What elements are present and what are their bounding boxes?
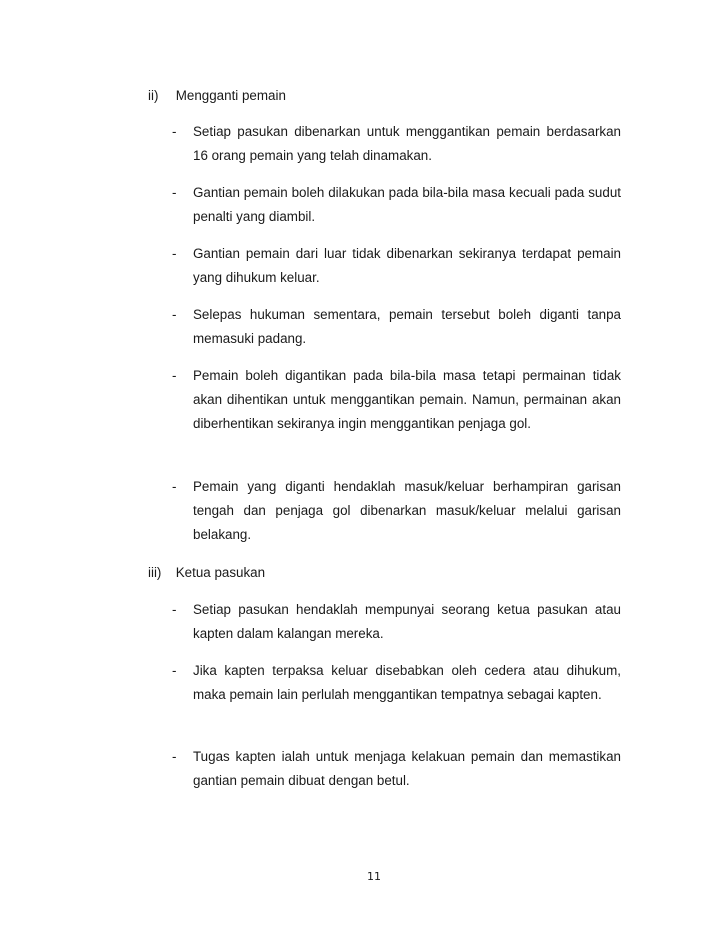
list-item-text: Gantian pemain boleh dilakukan pada bila-bila masa kecuali pada sudut penalti yang diambil. [193, 185, 621, 224]
list-item [172, 303, 621, 351]
list-item-text: Pemain yang diganti hendaklah masuk/keluar berhampiran garisan tengah dan penjaga gol dibenarkan masuk/keluar melalui garisan belakang. [193, 479, 621, 542]
bullet-dash: - [172, 124, 177, 139]
list-item [172, 659, 621, 707]
list-item [172, 745, 621, 793]
list-item-text: Gantian pemain dari luar tidak dibenarkan sekiranya terdapat pemain yang dihukum keluar. [193, 246, 621, 285]
bullet-dash: - [172, 246, 177, 261]
list-item-text: Jika kapten terpaksa keluar disebabkan oleh cedera atau dihukum, maka pemain lain perlulah menggantikan tempatnya sebagai kapten. [193, 663, 621, 702]
page-number: 11 [367, 870, 381, 883]
bullet-dash: - [172, 307, 177, 322]
list-item [172, 242, 621, 290]
bullet-dash: - [172, 185, 177, 200]
list-item-text: Pemain boleh digantikan pada bila-bila masa tetapi permainan tidak akan dihentikan untuk menggantikan pemain. Namun, permainan akan diberhentikan sekiranya ingin menggantikan penjaga gol. [193, 368, 621, 431]
section-heading-ii [148, 84, 628, 108]
list-item [172, 120, 621, 168]
bullet-dash: - [172, 663, 177, 678]
list-item-text: Selepas hukuman sementara, pemain tersebut boleh diganti tanpa memasuki padang. [193, 307, 621, 346]
section-title: Ketua pasukan [175, 565, 266, 580]
list-item-text: Setiap pasukan dibenarkan untuk menggantikan pemain berdasarkan 16 orang pemain yang telah dinamakan. [193, 124, 621, 163]
list-item [172, 364, 621, 436]
bullet-dash: - [172, 602, 177, 617]
list-item [172, 475, 621, 547]
list-item [172, 598, 621, 646]
bullet-dash: - [172, 749, 177, 764]
section-heading-iii [148, 561, 628, 585]
list-item-text: Setiap pasukan hendaklah mempunyai seorang ketua pasukan atau kapten dalam kalangan mereka. [193, 602, 621, 641]
list-item-text: Tugas kapten ialah untuk menjaga kelakuan pemain dan memastikan gantian pemain dibuat dengan betul. [193, 749, 621, 788]
bullet-dash: - [172, 479, 177, 494]
section-number: iii) [148, 565, 162, 580]
section-title: Mengganti pemain [175, 88, 286, 103]
section-number: ii) [148, 88, 159, 103]
list-item [172, 181, 621, 229]
bullet-dash: - [172, 368, 177, 383]
